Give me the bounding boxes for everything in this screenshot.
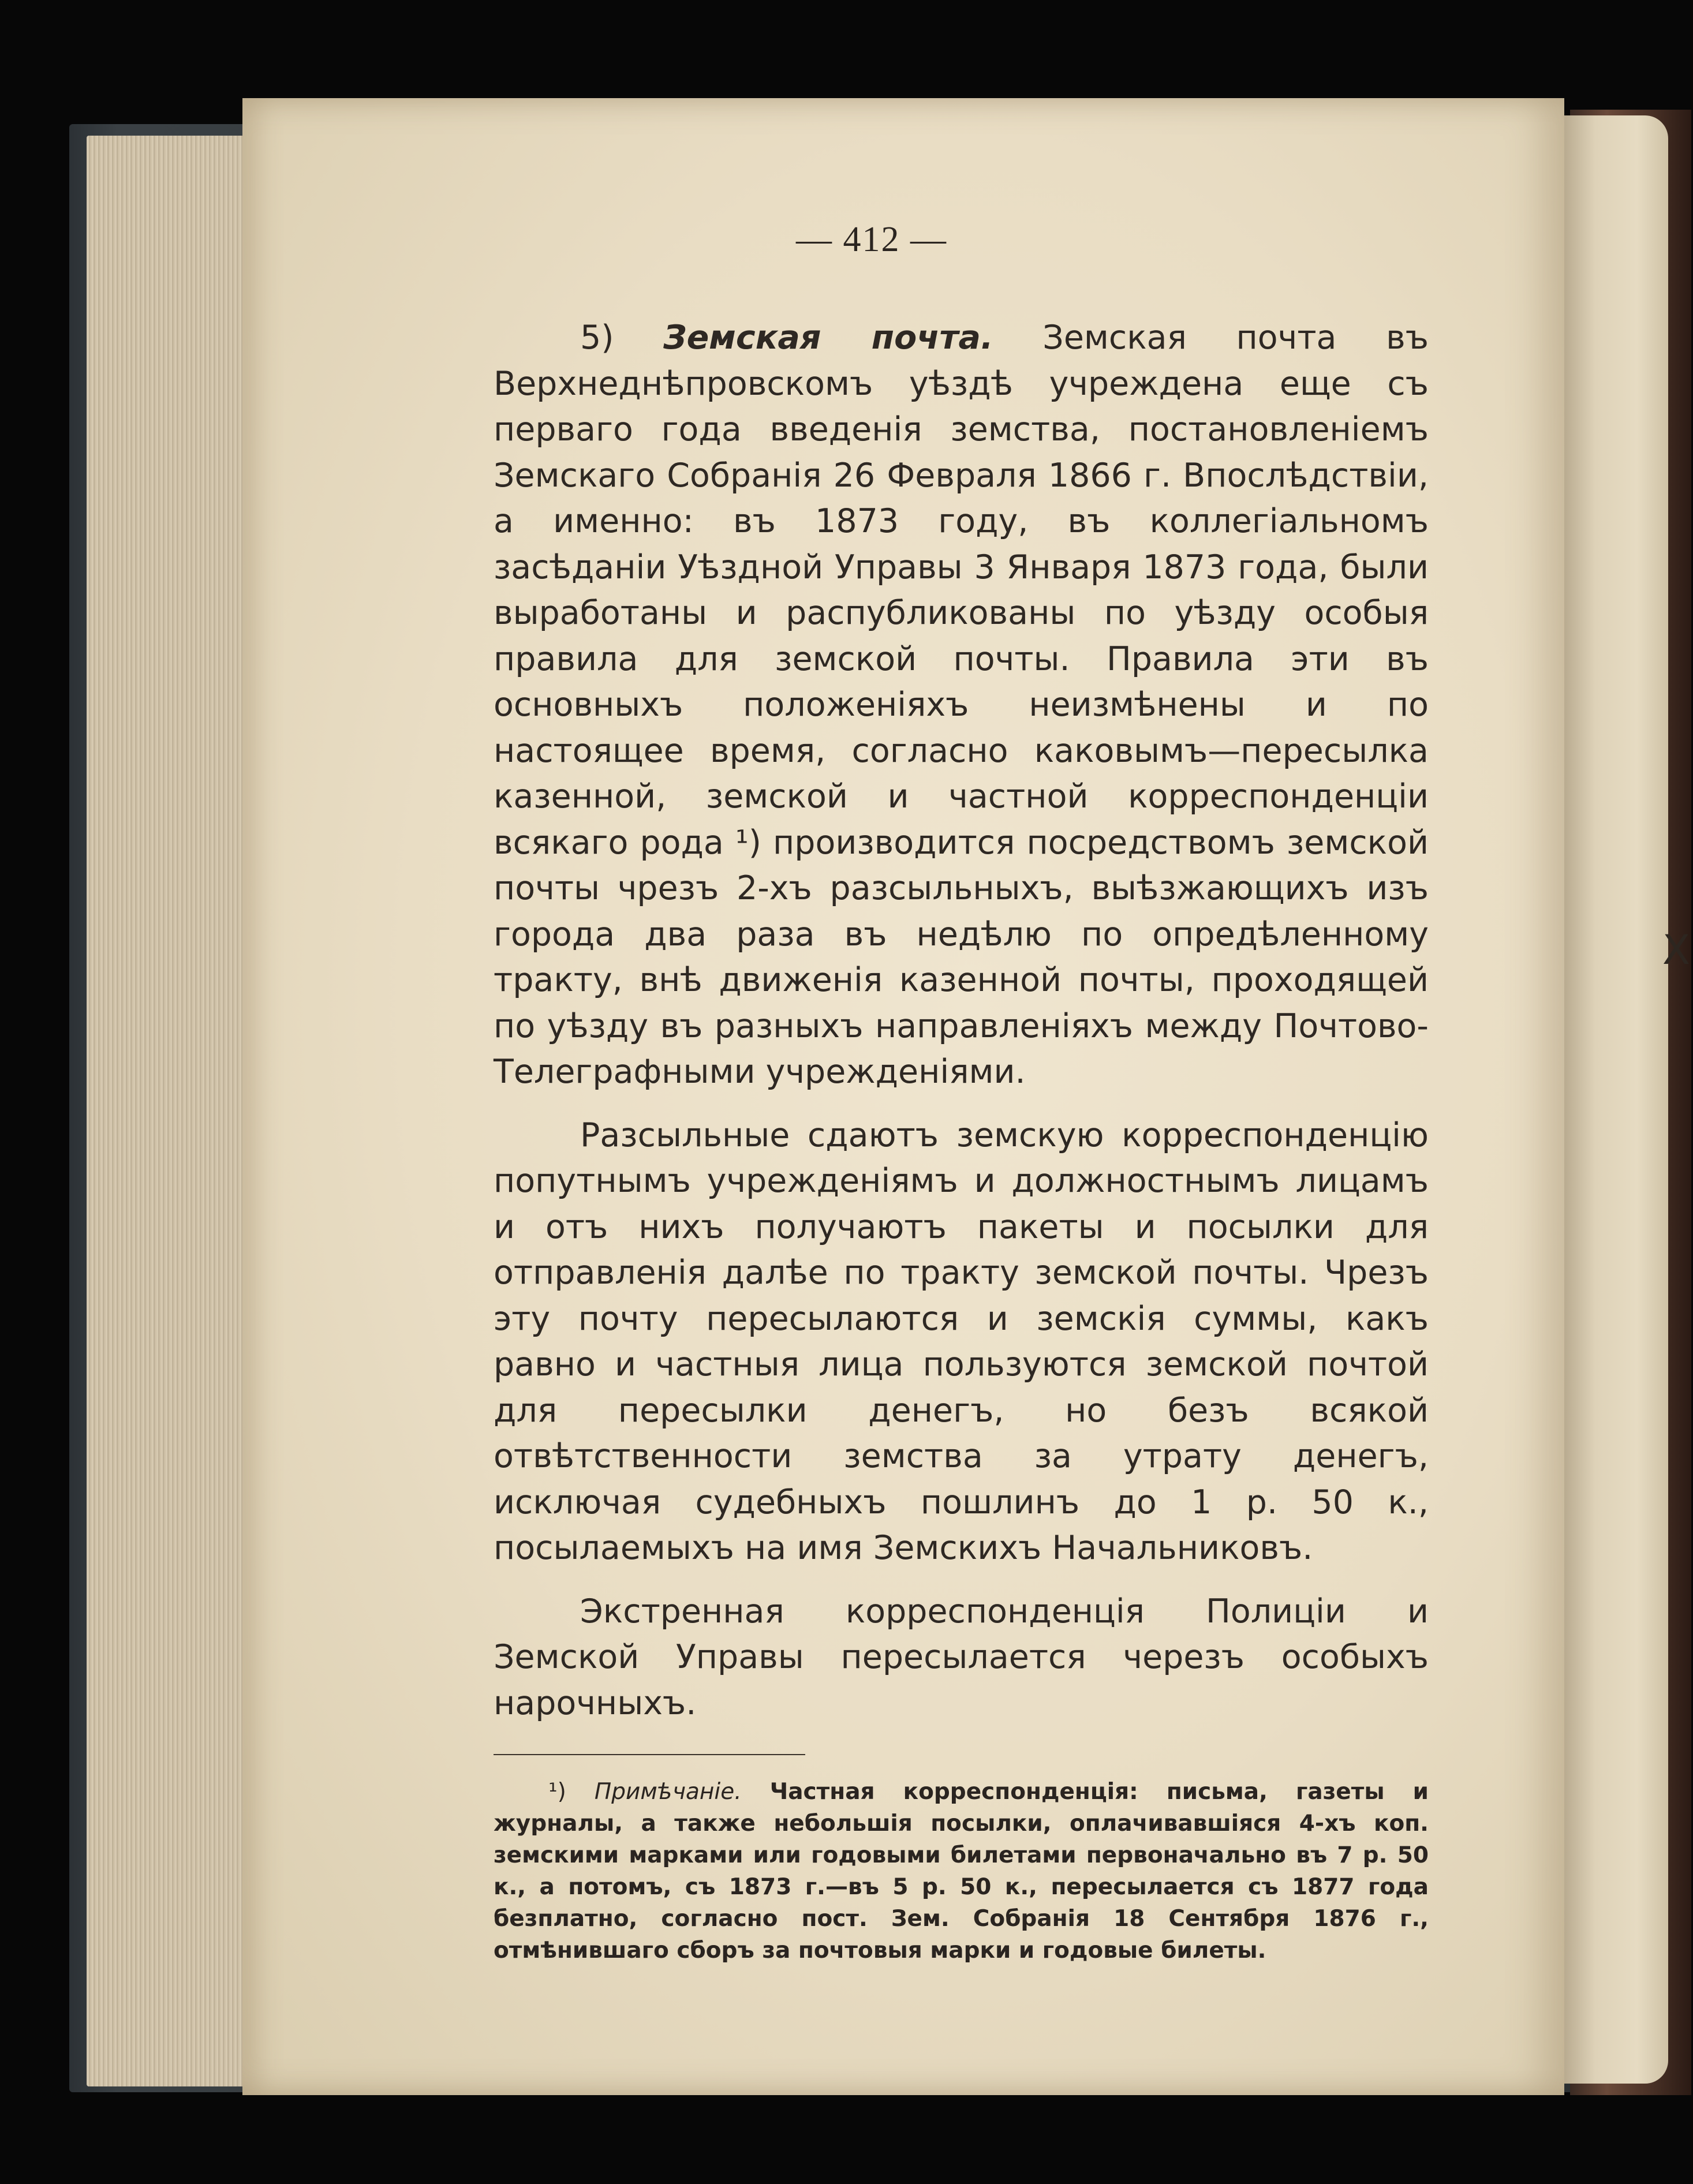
page-content	[494, 219, 1429, 1966]
footnote-text: Частная корреспонденція: письма, газеты и журналы, а также небольшія посылки, оплачивавшіяся 4-хъ коп. земскими марками или годовыми билетами первоначально въ 7 р. 50 к., а потомъ, съ 1873 г.—въ 5 р. 50 к., пересылается съ 1877 года безплатно, согласно пост. Зем. Собранія 18 Сентября 1876 г., отмѣнившаго сборъ за почтовыя марки и годовые билеты.	[494, 1779, 1429, 1964]
page-number: — 412 —	[796, 220, 947, 259]
facing-page-glyph: Х	[1662, 926, 1690, 974]
paragraph-1	[494, 315, 1429, 1095]
section-number: 5)	[580, 319, 614, 357]
paragraph-2: Разсыльные сдаютъ земскую корреспонденцію попутнымъ учрежденіямъ и должностнымъ лицамъ и отъ нихъ получаютъ пакеты и посылки для отправленія далѣе по тракту земской почты. Чрезъ эту почту пересылаются и земскія суммы, какъ равно и частныя лица пользуются земской почтой для пересылки денегъ, но безъ всякой отвѣтственности земства за утрату денегъ, исключая судебныхъ пошлинъ до 1 р. 50 к., посылаемыхъ на имя Земскихъ Начальниковъ.	[494, 1116, 1429, 1567]
footnote-divider	[494, 1754, 805, 1755]
paragraph-3: Экстренная корреспонденція Полиціи и Земской Управы пересылается черезъ особыхъ нарочныхъ.	[494, 1592, 1429, 1722]
footnote	[494, 1776, 1429, 1966]
footnote-mark: ¹)	[548, 1779, 566, 1805]
footnote-label: Примѣчаніе.	[594, 1779, 742, 1805]
facing-page	[1564, 115, 1668, 2084]
page-edges	[87, 136, 254, 2086]
section-title: Земская почта.	[663, 319, 993, 357]
paragraph-1-text: Земская почта въ Верхнеднѣпровскомъ уѣздѣ учреждена еще съ перваго года введенія земства, постановленіемъ Земскаго Собранія 26 Февраля 1866 г. Впослѣдствіи, а именно: въ 1873 году, въ коллегіальномъ засѣданіи Уѣздной Управы 3 Января 1873 года, были выработаны и распубликованы по уѣзду особыя правила для земской почты. Правила эти въ основныхъ положеніяхъ неизмѣнены и по настоящее время, согласно каковымъ—пересылка казенной, земской и частной корреспонденціи всякаго рода ¹) производится посредствомъ земской почты чрезъ 2-хъ разсыльныхъ, выѣзжающихъ изъ города два раза въ недѣлю по опредѣленному тракту, внѣ движенія казенной почты, проходящей по уѣзду въ разныхъ направленіяхъ между Почтово-Телеграфными учрежденіями.	[494, 319, 1429, 1091]
